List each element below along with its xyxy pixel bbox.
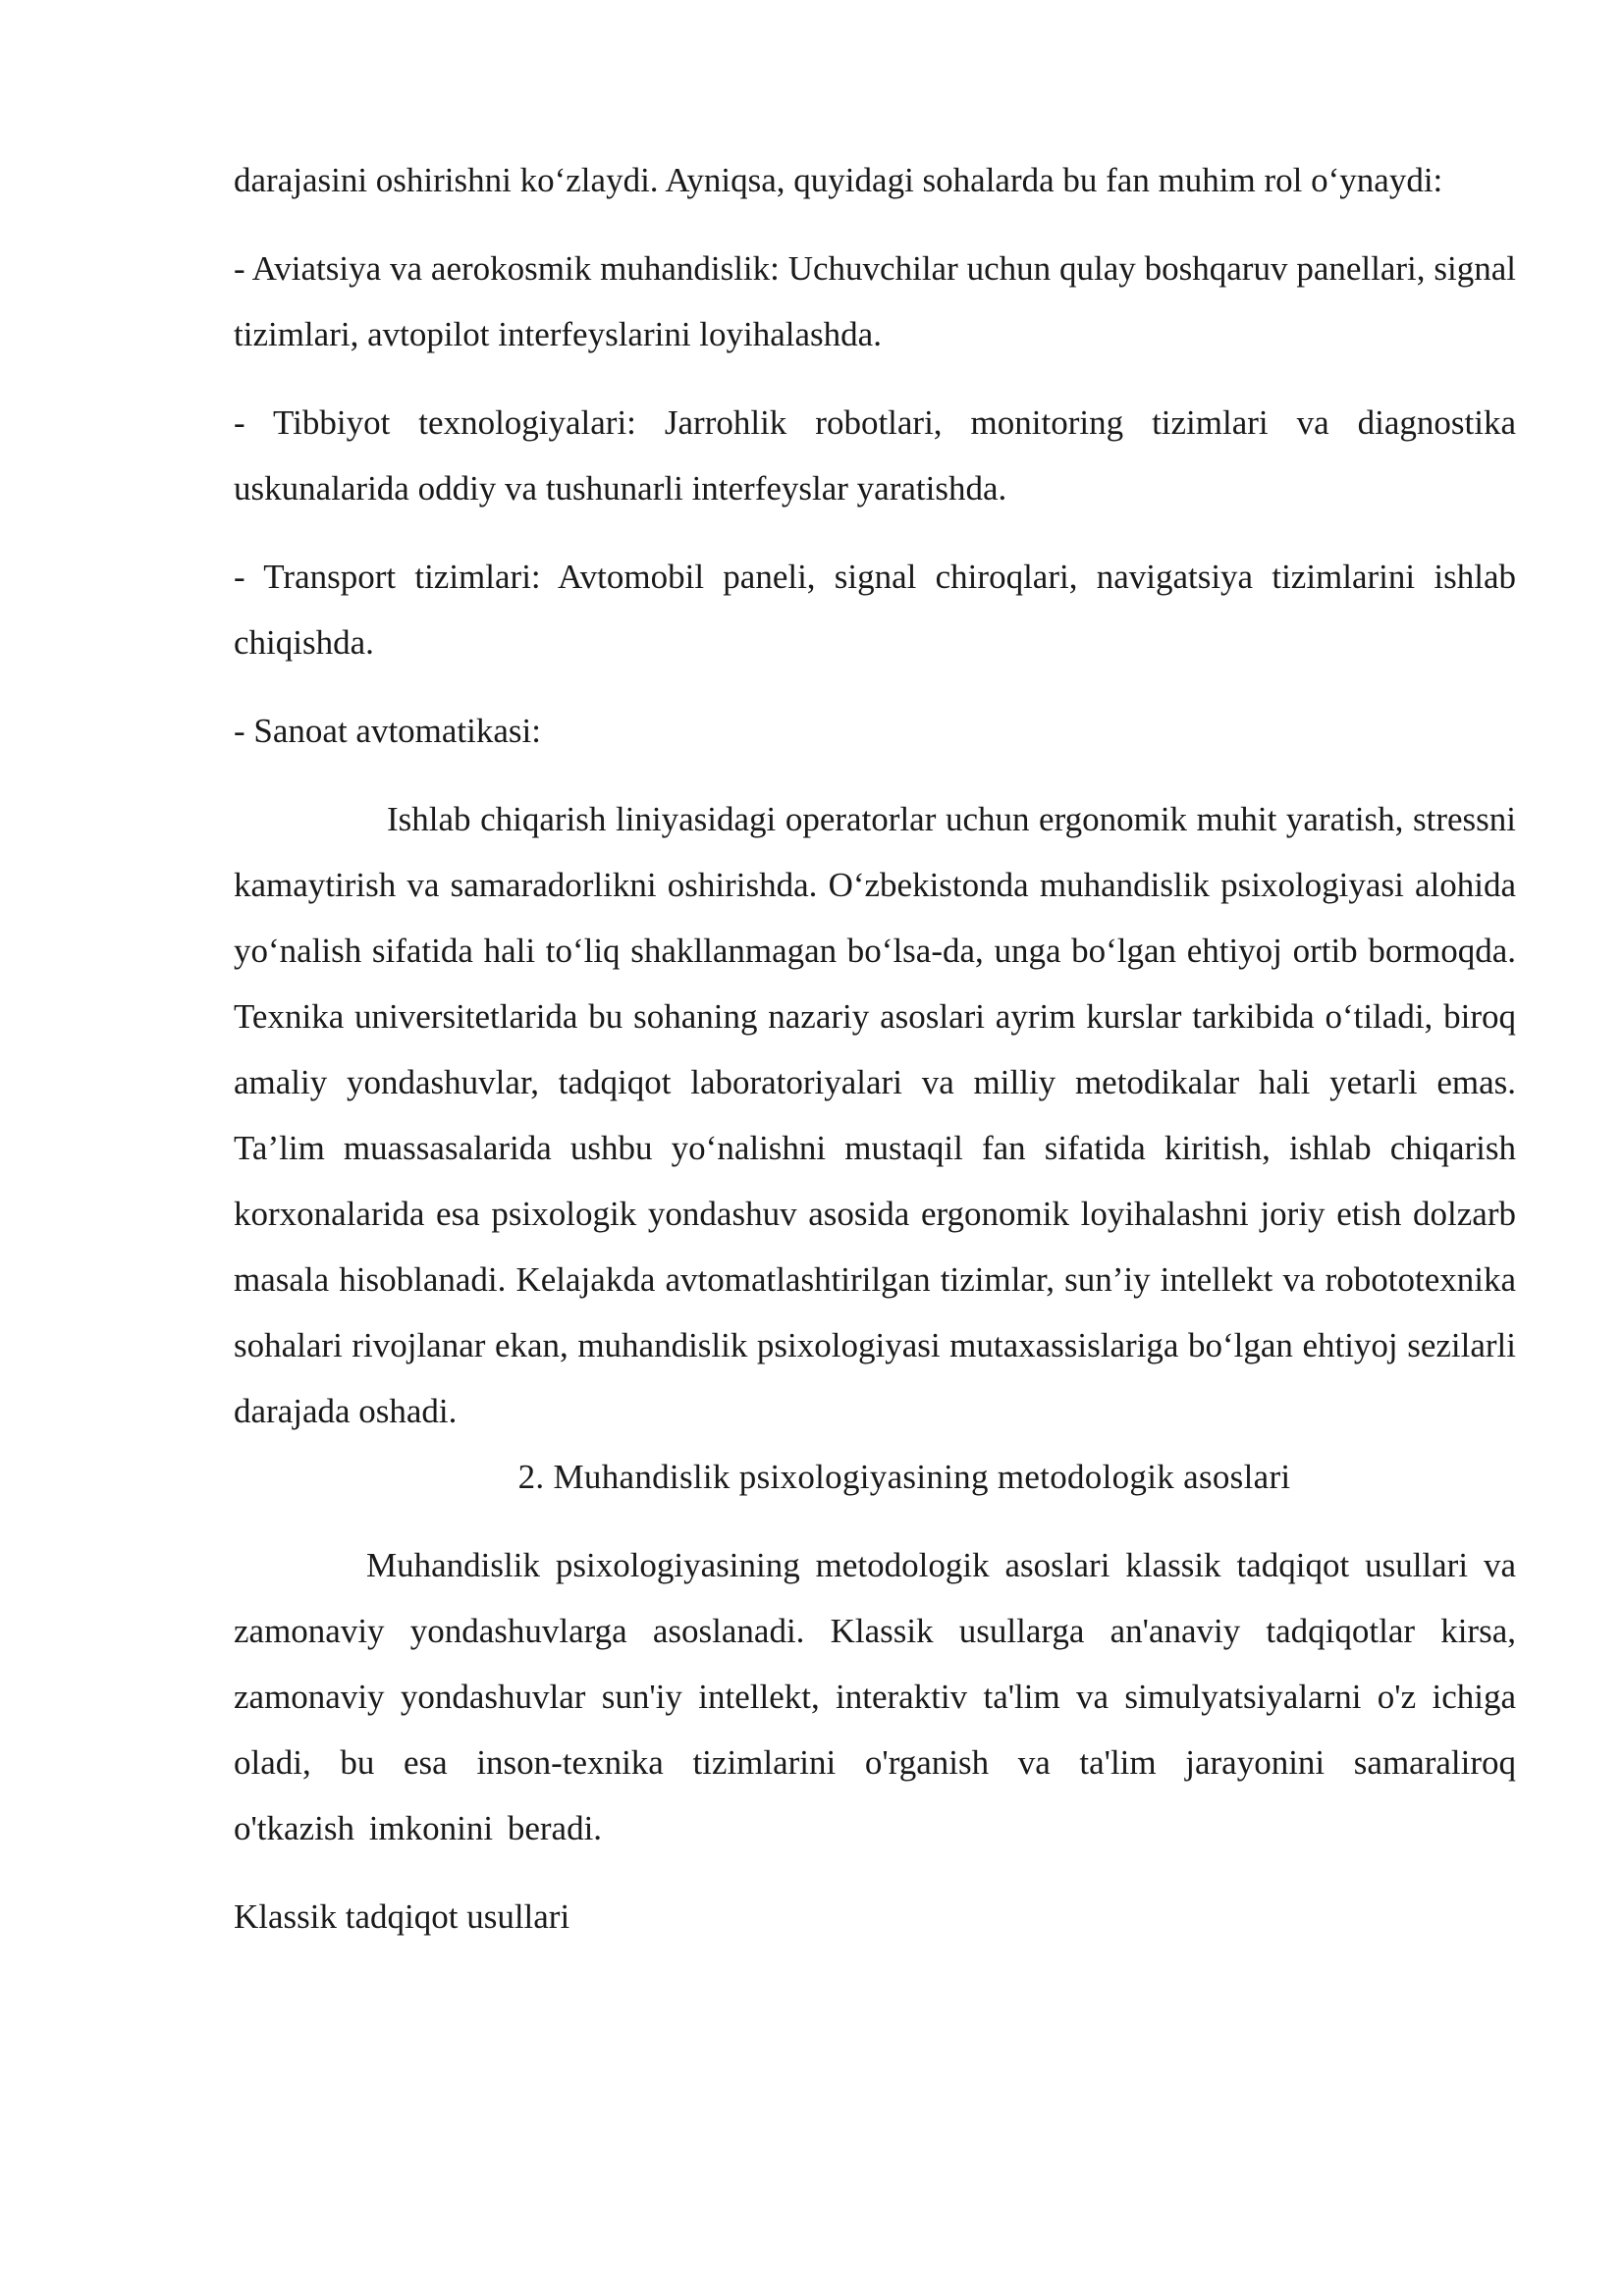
list-item-medicine: - Tibbiyot texnologiyalari: Jarrohlik robotlari, monitoring tizimlari va diagnostika uskunalarida oddiy va tushunarli interfeyslar yaratishda.: [234, 403, 1516, 507]
paragraph-industry-body: Ishlab chiqarish liniyasidagi operatorlar uchun ergonomik muhit yaratish, stressni kamaytirish va samaradorlikni oshirishda. O‘zbekistonda muhandislik psixologiyasi alohida yo‘nalish sifatida hali to‘liq shakllanmagan bo‘lsa-da, unga bo‘lgan ehtiyoj ortib bormoqda. Texnika universitetlarida bu sohaning nazariy asoslari ayrim kurslar tarkibida o‘tiladi, biroq amaliy yondashuvlar, tadqiqot laboratoriyalari va milliy metodikalar hali yetarli emas. Ta’lim muassasalarida ushbu yo‘nalishni mustaqil fan sifatida kiritish, ishlab chiqarish korxonalarida esa psixologik yondashuv asosida ergonomik loyihalashni joriy etish dolzarb masala hisoblanadi. Kelajakda avtomatlashtirilgan tizimlar, sun’iy intellekt va robototexnika sohalari rivojlanar ekan, muhandislik psixologiyasi mutaxassislariga bo‘lgan ehtiyoj sezilarli darajada oshadi.: [234, 800, 1516, 1430]
document-page: [234, 147, 1516, 1949]
subheading-classic-methods: Klassik tadqiqot usullari: [234, 1897, 570, 1936]
list-item-industry: - Sanoat avtomatikasi:: [234, 712, 541, 750]
list-item-transport: - Transport tizimlari: Avtomobil paneli, signal chiroqlari, navigatsiya tizimlarini ishlab chiqishda.: [234, 558, 1516, 662]
paragraph-methodology: Muhandislik psixologiyasining metodologik asoslari klassik tadqiqot usullari va zamonaviy yondashuvlarga asoslanadi. Klassik usullarga an'anaviy tadqiqotlar kirsa, zamonaviy yondashuvlar sun'iy intellekt, interaktiv ta'lim va simulyatsiyalarni o'z ichiga oladi, bu esa inson-texnika tizimlarini o'rganish va ta'lim jarayonini samaraliroq o'tkazish imkonini beradi.: [234, 1546, 1516, 1847]
section-heading: 2. Muhandislik psixologiyasining metodologik asoslari: [517, 1458, 1291, 1496]
paragraph-intro: darajasini oshirishni ko‘zlaydi. Ayniqsa, quyidagi sohalarda bu fan muhim rol o‘ynaydi:: [234, 161, 1443, 199]
list-item-aviation: - Aviatsiya va aerokosmik muhandislik: Uchuvchilar uchun qulay boshqaruv panellari, signal tizimlari, avtopilot interfeyslarini loyihalashda.: [234, 249, 1516, 353]
